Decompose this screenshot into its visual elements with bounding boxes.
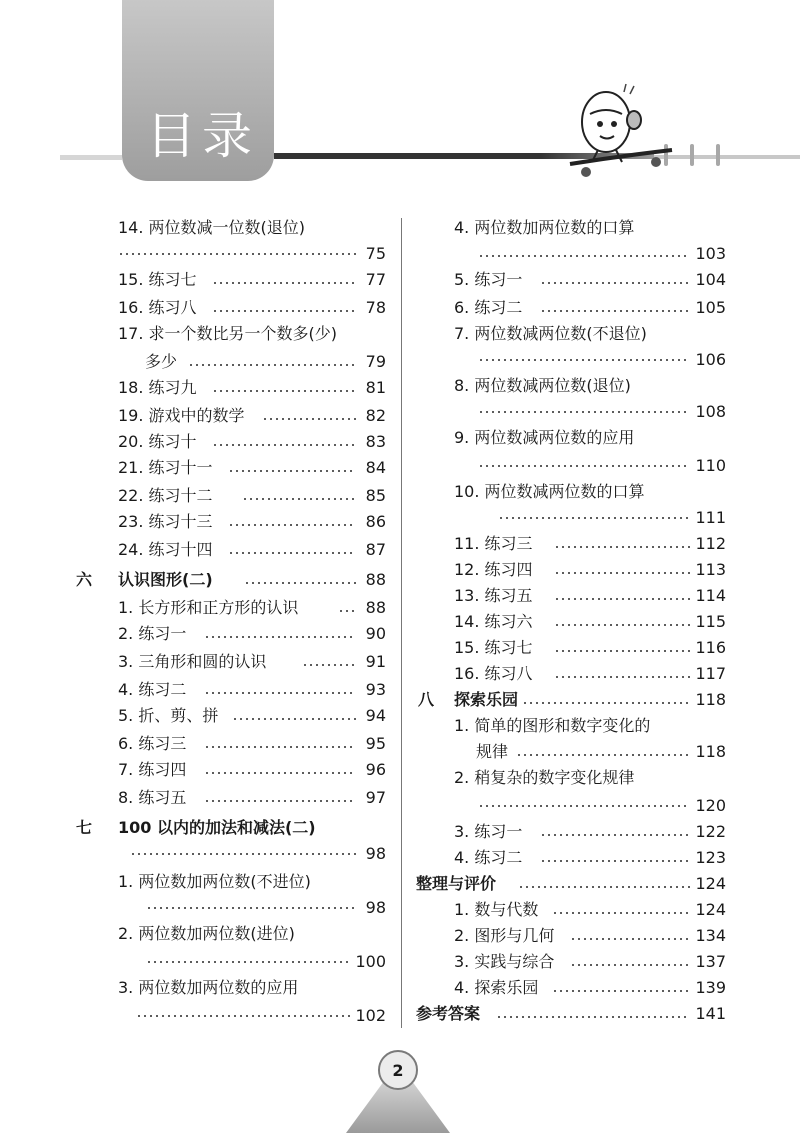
toc-entry-title[interactable]: 15. 练习七 [118,270,197,289]
page-number: 2 [378,1050,418,1090]
toc-entry-title[interactable]: 1. 两位数加两位数(不进位) [118,872,311,891]
toc-page-number: 106 [695,350,726,369]
toc-page-number: 78 [365,298,386,317]
toc-entry-title[interactable]: 14. 两位数减一位数(退位) [118,218,306,237]
toc-entry-title[interactable]: 8. 练习五 [118,788,187,807]
toc-page-number: 75 [365,244,386,263]
toc-entry-title[interactable]: 4. 练习二 [454,848,523,867]
toc-page-number: 139 [695,978,726,997]
toc-entry-title[interactable]: 9. 两位数减两位数的应用 [454,428,635,447]
toc-page-number: 120 [695,796,726,815]
toc-page-number: 84 [365,458,386,477]
toc-entry-title[interactable]: 3. 练习一 [454,822,523,841]
toc-page-number: 116 [695,638,726,657]
toc-part-number: 八 [418,690,435,709]
toc-page-number: 88 [365,598,386,617]
toc-entry-title[interactable]: 14. 练习六 [454,612,533,631]
toc-page-number: 77 [365,270,386,289]
toc-page-number: 124 [695,874,726,893]
toc-entry-title[interactable]: 16. 练习八 [454,664,533,683]
toc-page-number: 82 [365,406,386,425]
toc-entry-title[interactable]: 1. 长方形和正方形的认识 [118,598,299,617]
toc-part-title[interactable]: 探索乐园 [454,690,519,709]
toc-page-number: 104 [695,270,726,289]
toc-page-number: 124 [695,900,726,919]
toc-entry-title[interactable]: 17. 求一个数比另一个数多(少) [118,324,338,343]
toc-entry-title[interactable]: 21. 练习十一 [118,458,213,477]
toc-entry-title[interactable]: 4. 两位数加两位数的口算 [454,218,635,237]
toc-entry-title[interactable]: 23. 练习十三 [118,512,213,531]
toc-entry-title[interactable]: 3. 实践与综合 [454,952,555,971]
toc-entry-title[interactable]: 2. 稍复杂的数字变化规律 [454,768,635,787]
toc-part-title[interactable]: 参考答案 [416,1004,481,1023]
toc-entry-title[interactable]: 6. 练习二 [454,298,523,317]
toc-page-number: 96 [365,760,386,779]
toc-page-number: 123 [695,848,726,867]
toc-page-number: 117 [695,664,726,683]
toc-entry-title[interactable]: 7. 两位数减两位数(不退位) [454,324,647,343]
toc-page-number: 103 [695,244,726,263]
toc-entry-title[interactable]: 3. 三角形和圆的认识 [118,652,267,671]
toc-page-number: 100 [355,952,386,971]
toc-page-number: 90 [365,624,386,643]
toc-part-title[interactable]: 认识图形(二) [118,570,213,589]
toc-entry-title[interactable]: 3. 两位数加两位数的应用 [118,978,299,997]
toc-part-number: 七 [76,818,93,837]
toc-page-number: 85 [365,486,386,505]
toc-page-number: 115 [695,612,726,631]
toc-page-number: 88 [365,570,386,589]
toc-page-number: 114 [695,586,726,605]
toc-entry-title[interactable]: 13. 练习五 [454,586,533,605]
toc-entry-title[interactable]: 10. 两位数减两位数的口算 [454,482,645,501]
toc-entry-title[interactable]: 8. 两位数减两位数(退位) [454,376,631,395]
toc-page-number: 110 [695,456,726,475]
toc-page-number: 86 [365,512,386,531]
toc-page-number: 113 [695,560,726,579]
toc-page-number: 141 [695,1004,726,1023]
toc-entry-title[interactable]: 5. 折、剪、拼 [118,706,219,725]
toc-page-number: 137 [695,952,726,971]
toc-part-title[interactable]: 整理与评价 [416,874,497,893]
toc-entry-title[interactable]: 6. 练习三 [118,734,187,753]
page-title: 目录 [146,107,258,165]
toc-entry-title[interactable]: 2. 练习一 [118,624,187,643]
toc-entry-title[interactable]: 1. 简单的图形和数字变化的 [454,716,651,735]
toc-page-number: 118 [695,742,726,761]
toc-page-number: 87 [365,540,386,559]
toc-page-number: 134 [695,926,726,945]
toc-page-number: 98 [365,844,386,863]
toc-entry-title[interactable]: 16. 练习八 [118,298,197,317]
toc-entry-title[interactable]: 4. 练习二 [118,680,187,699]
toc-entry-title[interactable]: 12. 练习四 [454,560,533,579]
toc-entry-title-continued[interactable]: 规律 [476,742,509,761]
toc-part-number: 六 [76,570,93,589]
toc-page-number: 118 [695,690,726,709]
toc-page-number: 95 [365,734,386,753]
toc-entry-title[interactable]: 1. 数与代数 [454,900,539,919]
toc-entry-title[interactable]: 20. 练习十 [118,432,197,451]
toc-entry-title-continued[interactable]: 多少 [145,352,178,371]
toc-entry-title[interactable]: 4. 探索乐园 [454,978,539,997]
toc-part-title[interactable]: 100 以内的加法和减法(二) [118,818,316,837]
toc-entry-title[interactable]: 24. 练习十四 [118,540,213,559]
toc-entry-title[interactable]: 19. 游戏中的数学 [118,406,245,425]
toc-entry-title[interactable]: 2. 两位数加两位数(进位) [118,924,295,943]
toc-entry-title[interactable]: 11. 练习三 [454,534,533,553]
toc-page-number: 105 [695,298,726,317]
toc-page-number: 94 [365,706,386,725]
toc-page-number: 98 [365,898,386,917]
toc-page-number: 81 [365,378,386,397]
toc-page-number: 108 [695,402,726,421]
toc-page-number: 93 [365,680,386,699]
toc-entry-title[interactable]: 18. 练习九 [118,378,197,397]
toc-page-number: 91 [365,652,386,671]
toc-entry-title[interactable]: 7. 练习四 [118,760,187,779]
toc-page-number: 102 [355,1006,386,1025]
toc-page-number: 112 [695,534,726,553]
toc-page-number: 83 [365,432,386,451]
toc-entry-title[interactable]: 2. 图形与几何 [454,926,555,945]
toc-page-number: 122 [695,822,726,841]
toc-entry-title[interactable]: 5. 练习一 [454,270,523,289]
toc-page-number: 79 [365,352,386,371]
toc-entry-title[interactable]: 22. 练习十二 [118,486,213,505]
toc-page-number: 111 [695,508,726,527]
toc-entry-title[interactable]: 15. 练习七 [454,638,533,657]
toc-page-number: 97 [365,788,386,807]
